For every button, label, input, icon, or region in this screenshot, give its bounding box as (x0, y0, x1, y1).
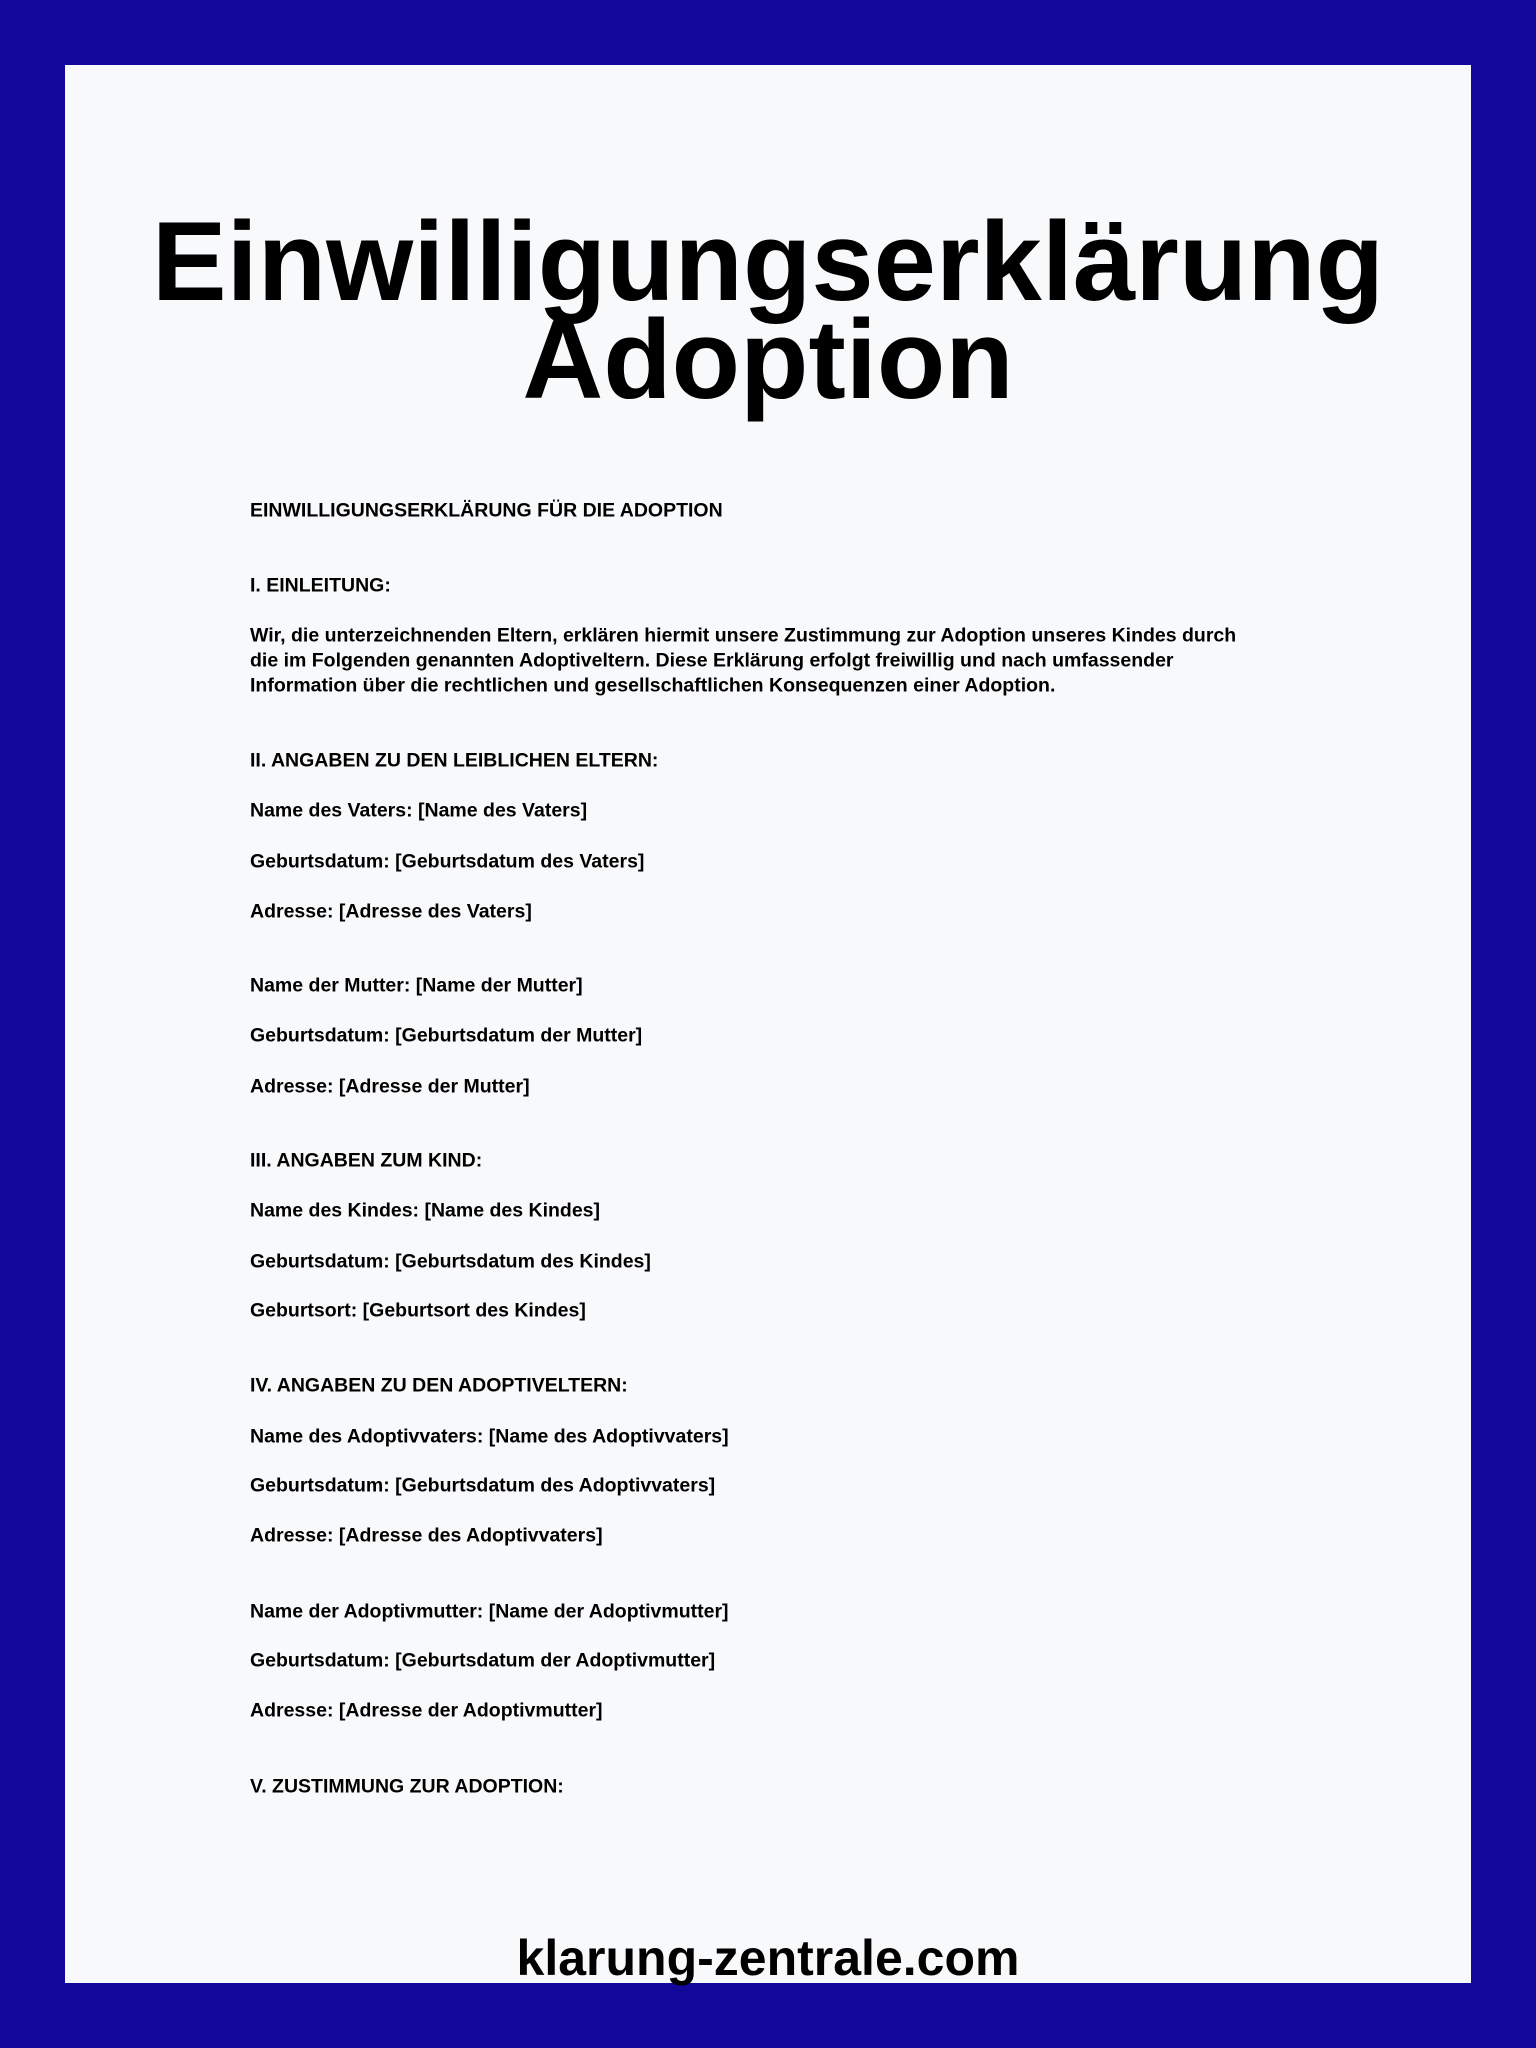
field-line: Name des Adoptivvaters: [Name des Adoptivvaters] (250, 1425, 729, 1448)
document-heading: EINWILLIGUNGSERKLÄRUNG FÜR DIE ADOPTION (250, 499, 723, 522)
section-heading-adoptiveltern: IV. ANGABEN ZU DEN ADOPTIVELTERN: (250, 1374, 628, 1397)
field-line: Adresse: [Adresse der Mutter] (250, 1075, 530, 1098)
field-line: Name der Mutter: [Name der Mutter] (250, 974, 583, 997)
field-line: Geburtsdatum: [Geburtsdatum der Mutter] (250, 1024, 643, 1047)
section-heading-leibliche-eltern: II. ANGABEN ZU DEN LEIBLICHEN ELTERN: (250, 749, 659, 772)
field-line: Adresse: [Adresse des Vaters] (250, 900, 532, 923)
title-line-1: Einwilligungserklärung (151, 199, 1385, 324)
intro-paragraph-line: Information über die rechtlichen und gesellschaftlichen Konsequenzen einer Adoption. (250, 674, 1056, 697)
document-page (65, 65, 1471, 1986)
field-line: Name der Adoptivmutter: [Name der Adoptivmutter] (250, 1600, 729, 1623)
section-heading-zustimmung: V. ZUSTIMMUNG ZUR ADOPTION: (250, 1775, 564, 1798)
field-line: Geburtsdatum: [Geburtsdatum der Adoptivmutter] (250, 1649, 716, 1672)
field-line: Geburtsdatum: [Geburtsdatum des Adoptivvaters] (250, 1474, 716, 1497)
field-line: Name des Kindes: [Name des Kindes] (250, 1199, 601, 1222)
field-line: Name des Vaters: [Name des Vaters] (250, 799, 588, 822)
intro-paragraph-line: die im Folgenden genannten Adoptiveltern. Diese Erklärung erfolgt freiwillig und nach umfassender (250, 649, 1174, 672)
section-heading-einleitung: I. EINLEITUNG: (250, 574, 391, 597)
field-line: Geburtsdatum: [Geburtsdatum des Kindes] (250, 1250, 651, 1273)
field-line: Geburtsdatum: [Geburtsdatum des Vaters] (250, 850, 645, 873)
title-line-2: Adoption (522, 297, 1014, 422)
footer-website: klarung-zentrale.com (516, 1930, 1020, 1986)
document-title (65, 199, 1471, 422)
field-line: Adresse: [Adresse des Adoptivvaters] (250, 1524, 603, 1547)
field-line: Adresse: [Adresse der Adoptivmutter] (250, 1699, 603, 1722)
intro-paragraph-line: Wir, die unterzeichnenden Eltern, erklären hiermit unsere Zustimmung zur Adoption unseres Kindes durch (250, 624, 1237, 647)
field-line: Geburtsort: [Geburtsort des Kindes] (250, 1299, 586, 1322)
section-heading-kind: III. ANGABEN ZUM KIND: (250, 1149, 483, 1172)
